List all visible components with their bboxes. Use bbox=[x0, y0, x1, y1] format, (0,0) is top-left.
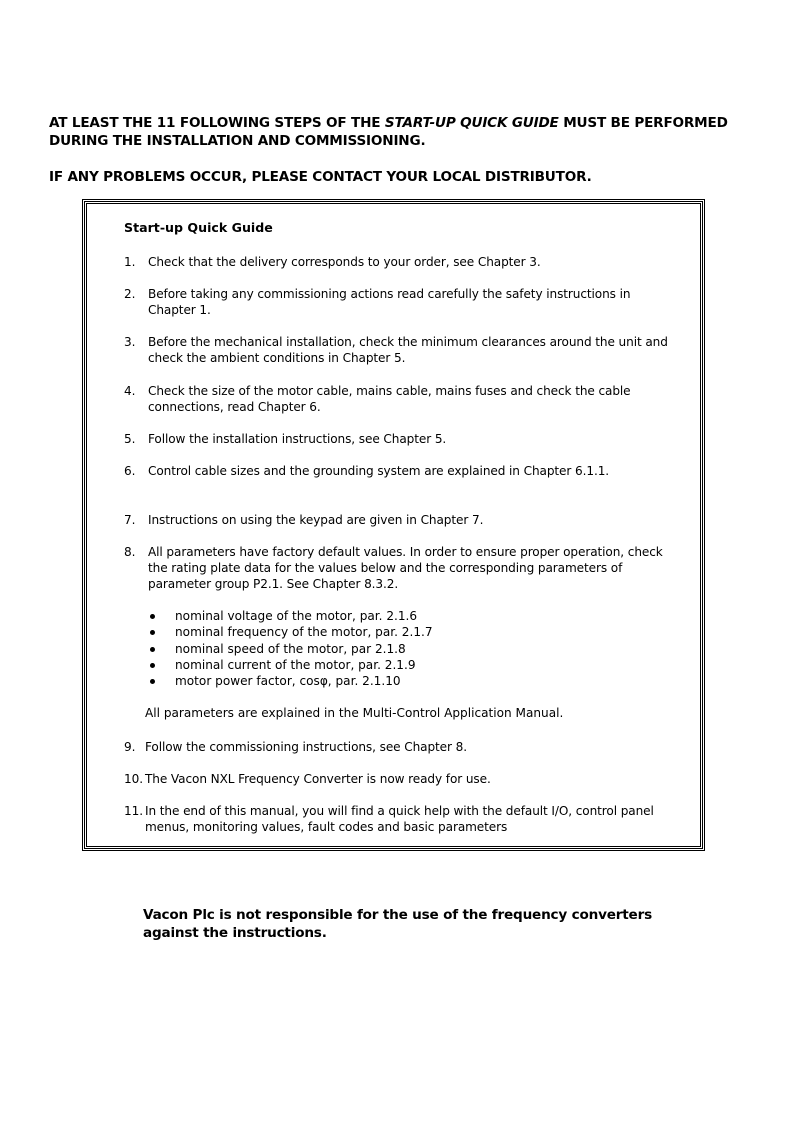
list-item: nominal voltage of the motor, par. 2.1.6 bbox=[148, 608, 433, 624]
list-item: nominal frequency of the motor, par. 2.1.7 bbox=[148, 624, 433, 640]
parameters-note: All parameters are explained in the Multi-Control Application Manual. bbox=[145, 706, 564, 720]
list-item: motor power factor, cosφ, par. 2.1.10 bbox=[148, 673, 433, 689]
contact-heading: IF ANY PROBLEMS OCCUR, PLEASE CONTACT YOUR LOCAL DISTRIBUTOR. bbox=[49, 169, 592, 185]
list-item: nominal speed of the motor, par 2.1.8 bbox=[148, 641, 433, 657]
intro-heading-start: AT LEAST THE 11 FOLLOWING STEPS OF THE bbox=[49, 115, 385, 131]
intro-heading-emphasis: START-UP QUICK GUIDE bbox=[384, 115, 559, 131]
list-item: nominal current of the motor, par. 2.1.9 bbox=[148, 657, 433, 673]
disclaimer: Vacon Plc is not responsible for the use of the frequency converters against the instructions. bbox=[143, 907, 652, 941]
guide-title: Start-up Quick Guide bbox=[124, 220, 273, 235]
intro-heading bbox=[49, 114, 749, 150]
intro-heading-end: MUST BE PERFORMED DURING THE INSTALLATION AND COMMISSIONING. bbox=[49, 115, 728, 149]
rating-plate-list bbox=[148, 608, 433, 689]
